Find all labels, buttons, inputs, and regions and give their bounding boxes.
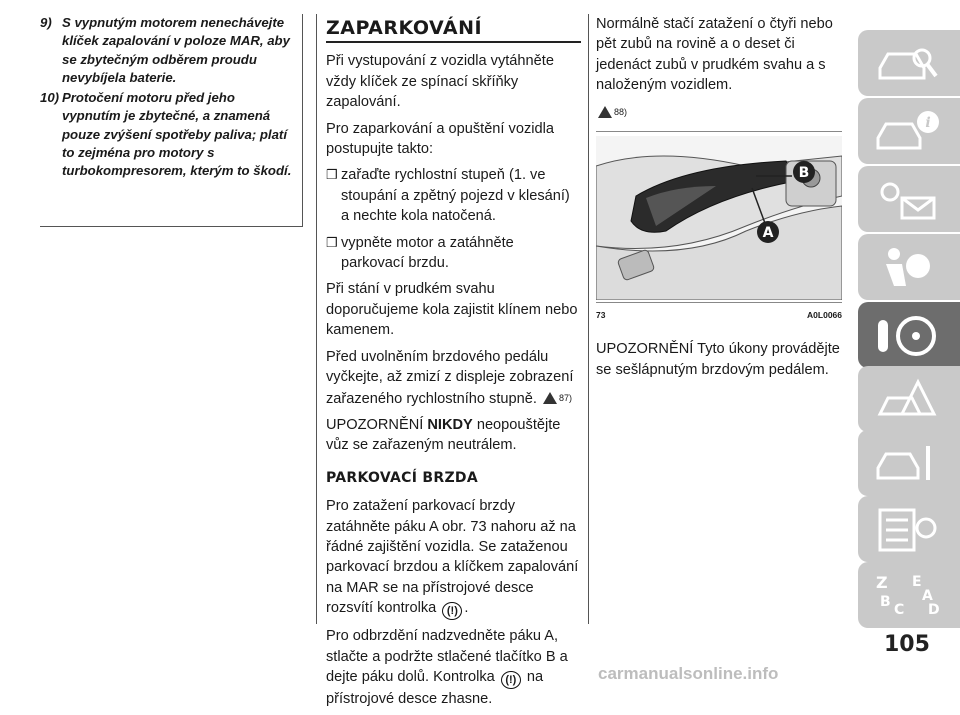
svg-text:A: A xyxy=(922,588,933,604)
svg-text:D: D xyxy=(928,602,940,618)
tab-car-info[interactable] xyxy=(858,98,960,164)
paragraph xyxy=(326,626,581,709)
warnings-column xyxy=(40,14,303,227)
car-info-icon xyxy=(872,106,942,156)
section-subtitle: PARKOVACÍ BRZDA xyxy=(326,469,478,486)
paragraph: Pro zaparkování a opuštění vozidla postupujte takto: xyxy=(326,120,554,158)
paragraph-text: Pro zatažení parkovací brzdy zatáhněte páku A obr. 73 nahoru až na řádné zajištění vozidla. Se zataženou parkovací brzdou a klíčkem zapalování na MAR se na přístrojové desce rozsvítí kontrolka xyxy=(326,498,579,617)
figure-number: 73 xyxy=(596,310,606,321)
parking-column xyxy=(326,14,581,715)
alphabetical-index-icon xyxy=(872,570,942,620)
warning-item-9 xyxy=(40,14,294,87)
paragraph-text: neopouštějte vůz se zařazeným neutrálem. xyxy=(326,416,561,454)
technical-data-icon xyxy=(872,504,942,554)
warning-number: 10) xyxy=(40,90,60,106)
svg-text:i: i xyxy=(925,115,931,131)
svg-text:Z: Z xyxy=(876,573,888,592)
caution-label: UPOZORNĚNÍ xyxy=(326,416,424,433)
car-search-icon xyxy=(872,38,942,88)
list-item-text: vypněte motor a zatáhněte parkovací brzdu. xyxy=(341,234,514,272)
tab-warning-road[interactable] xyxy=(858,366,960,432)
warning-triangle-icon xyxy=(543,392,557,404)
list-item xyxy=(326,233,581,274)
handbrake-figure xyxy=(596,131,842,303)
paragraph-text: Pro odbrzdění nadzvedněte páku A, stlačte a podržte stlačené tlačítko B a dejte páku dolů. Kontrolka xyxy=(326,628,568,685)
paragraph-text: . xyxy=(464,600,469,617)
figure-caption xyxy=(596,305,842,325)
tab-steering-key[interactable] xyxy=(858,302,960,368)
warning-text: Protočení motoru před jeho vypnutím je zbytečné, a znamená pouze zvýšení spotřeby paliva; platí to zejména pro motory s turbokompresorem, kterým to škodí. xyxy=(62,90,292,179)
tab-technical-data[interactable] xyxy=(858,496,960,562)
watermark: carmanualsonline.info xyxy=(598,664,779,683)
checkbox-bullet-icon: ❒ xyxy=(326,167,338,183)
warning-road-icon xyxy=(872,374,942,424)
paragraph xyxy=(326,496,581,620)
brake-warning-lamp-icon: (!) xyxy=(442,602,462,620)
svg-text:E: E xyxy=(912,574,922,590)
airbag-safety-icon xyxy=(872,242,942,292)
section-title: ZAPARKOVÁNÍ xyxy=(326,18,581,43)
list-item-text: zařaďte rychlostní stupeň (1. ve stoupání a zpětný pojezd v klesání) a nechte kola natočená. xyxy=(341,167,570,225)
figure-code: A0L0066 xyxy=(807,310,842,321)
reference-note-row xyxy=(596,102,842,123)
svg-text:C: C xyxy=(894,602,905,618)
paragraph xyxy=(326,415,581,456)
car-service-icon xyxy=(872,438,942,488)
paragraph xyxy=(326,347,581,409)
reference-note: 88) xyxy=(614,106,628,117)
label-b: B xyxy=(798,165,810,182)
tab-car-service[interactable] xyxy=(858,430,960,496)
reference-note: 87) xyxy=(559,392,573,403)
handbrake-illustration xyxy=(596,136,842,300)
warning-number: 9) xyxy=(40,15,52,30)
paragraph-text: Před uvolněním brzdového pedálu vyčkejte, až zmizí z displeje zobrazení zařazeného rychlostního stupně. xyxy=(326,348,574,407)
svg-text:B: B xyxy=(880,594,891,610)
page-number: 105 xyxy=(884,632,930,657)
paragraph-text: na přístrojové desce zhasne. xyxy=(326,668,544,707)
warning-triangle-icon xyxy=(598,106,612,118)
column-divider xyxy=(316,14,317,624)
emphasis: NIKDY xyxy=(427,416,473,433)
list-item xyxy=(326,165,581,226)
paragraph: UPOZORNĚNÍ Tyto úkony provádějte se sešlápnutým brzdovým pedálem. xyxy=(596,341,840,378)
dashboard-warning-icon xyxy=(872,174,942,224)
tab-car-search[interactable] xyxy=(858,30,960,96)
checkbox-bullet-icon: ❒ xyxy=(326,234,338,250)
tab-alphabetical-index[interactable] xyxy=(858,562,960,628)
column-divider xyxy=(588,14,589,624)
steering-key-icon xyxy=(872,310,942,360)
handbrake-column xyxy=(596,14,842,386)
paragraph: Při stání v prudkém svahu doporučujeme kola zajistit klínem nebo kamenem. xyxy=(326,281,578,339)
tab-dashboard-warning[interactable] xyxy=(858,166,960,232)
paragraph: Při vystupování z vozidla vytáhněte vždy klíček ze spínací skříňky zapalování. xyxy=(326,53,554,111)
label-a: A xyxy=(762,225,774,242)
warning-item-10 xyxy=(40,89,294,180)
brake-warning-lamp-icon: (!) xyxy=(501,671,521,689)
tab-airbag-safety[interactable] xyxy=(858,234,960,300)
paragraph: Normálně stačí zatažení o čtyři nebo pět zubů na rovině a o deset či jedenáct zubů v prudkém svahu a s naloženým vozidlem. xyxy=(596,16,833,94)
warning-text: S vypnutým motorem nenechávejte klíček zapalování v poloze MAR, aby se zbytečným odběrem proudu nevybíjela baterie. xyxy=(62,15,290,85)
